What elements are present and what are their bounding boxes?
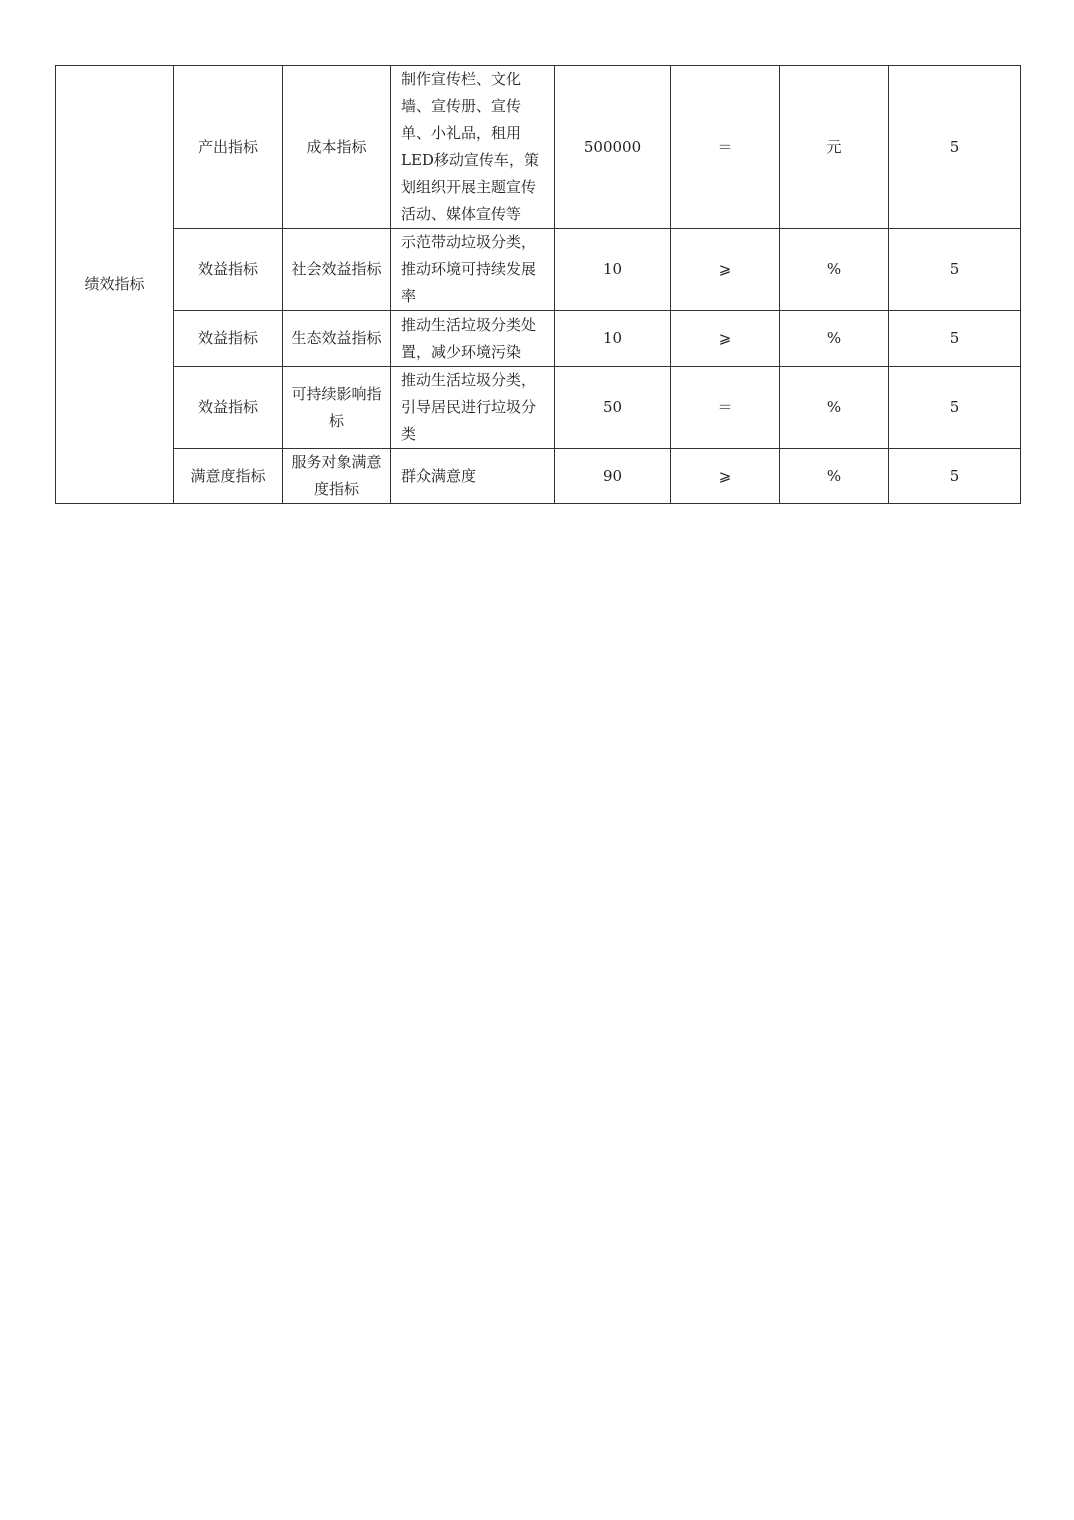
operator-cell: ＝ (671, 367, 780, 449)
value-cell: 500000 (555, 66, 671, 229)
weight-cell: 5 (889, 449, 1021, 504)
category-cell: 产出指标 (174, 66, 283, 229)
unit-cell: % (780, 229, 889, 311)
weight-cell: 5 (889, 311, 1021, 367)
group-label-cell: 绩效指标 (56, 66, 174, 504)
value-cell: 90 (555, 449, 671, 504)
operator-cell: ⩾ (671, 449, 780, 504)
subcategory-cell: 服务对象满意度指标 (283, 449, 391, 504)
weight-cell: 5 (889, 66, 1021, 229)
weight-cell: 5 (889, 229, 1021, 311)
subcategory-cell: 生态效益指标 (283, 311, 391, 367)
table-row (56, 449, 1021, 504)
category-cell: 满意度指标 (174, 449, 283, 504)
subcategory-cell: 社会效益指标 (283, 229, 391, 311)
unit-cell: 元 (780, 66, 889, 229)
category-cell: 效益指标 (174, 311, 283, 367)
category-cell: 效益指标 (174, 229, 283, 311)
subcategory-cell: 成本指标 (283, 66, 391, 229)
category-cell: 效益指标 (174, 367, 283, 449)
table-row (56, 66, 1021, 229)
table-row (56, 367, 1021, 449)
unit-cell: % (780, 367, 889, 449)
value-cell: 10 (555, 311, 671, 367)
content-cell: 制作宣传栏、文化墙、宣传册、宣传单、小礼品，租用LED移动宣传车，策划组织开展主题宣传活动、媒体宣传等 (391, 66, 555, 229)
operator-cell: ⩾ (671, 229, 780, 311)
unit-cell: % (780, 449, 889, 504)
subcategory-cell: 可持续影响指标 (283, 367, 391, 449)
weight-cell: 5 (889, 367, 1021, 449)
table-row (56, 229, 1021, 311)
content-cell: 推动生活垃圾分类处置，减少环境污染 (391, 311, 555, 367)
operator-cell: ⩾ (671, 311, 780, 367)
content-cell: 推动生活垃圾分类，引导居民进行垃圾分类 (391, 367, 555, 449)
content-cell: 示范带动垃圾分类，推动环境可持续发展率 (391, 229, 555, 311)
operator-cell: ＝ (671, 66, 780, 229)
performance-indicator-table (55, 65, 1021, 504)
content-cell: 群众满意度 (391, 449, 555, 504)
table-row (56, 311, 1021, 367)
value-cell: 50 (555, 367, 671, 449)
unit-cell: % (780, 311, 889, 367)
value-cell: 10 (555, 229, 671, 311)
